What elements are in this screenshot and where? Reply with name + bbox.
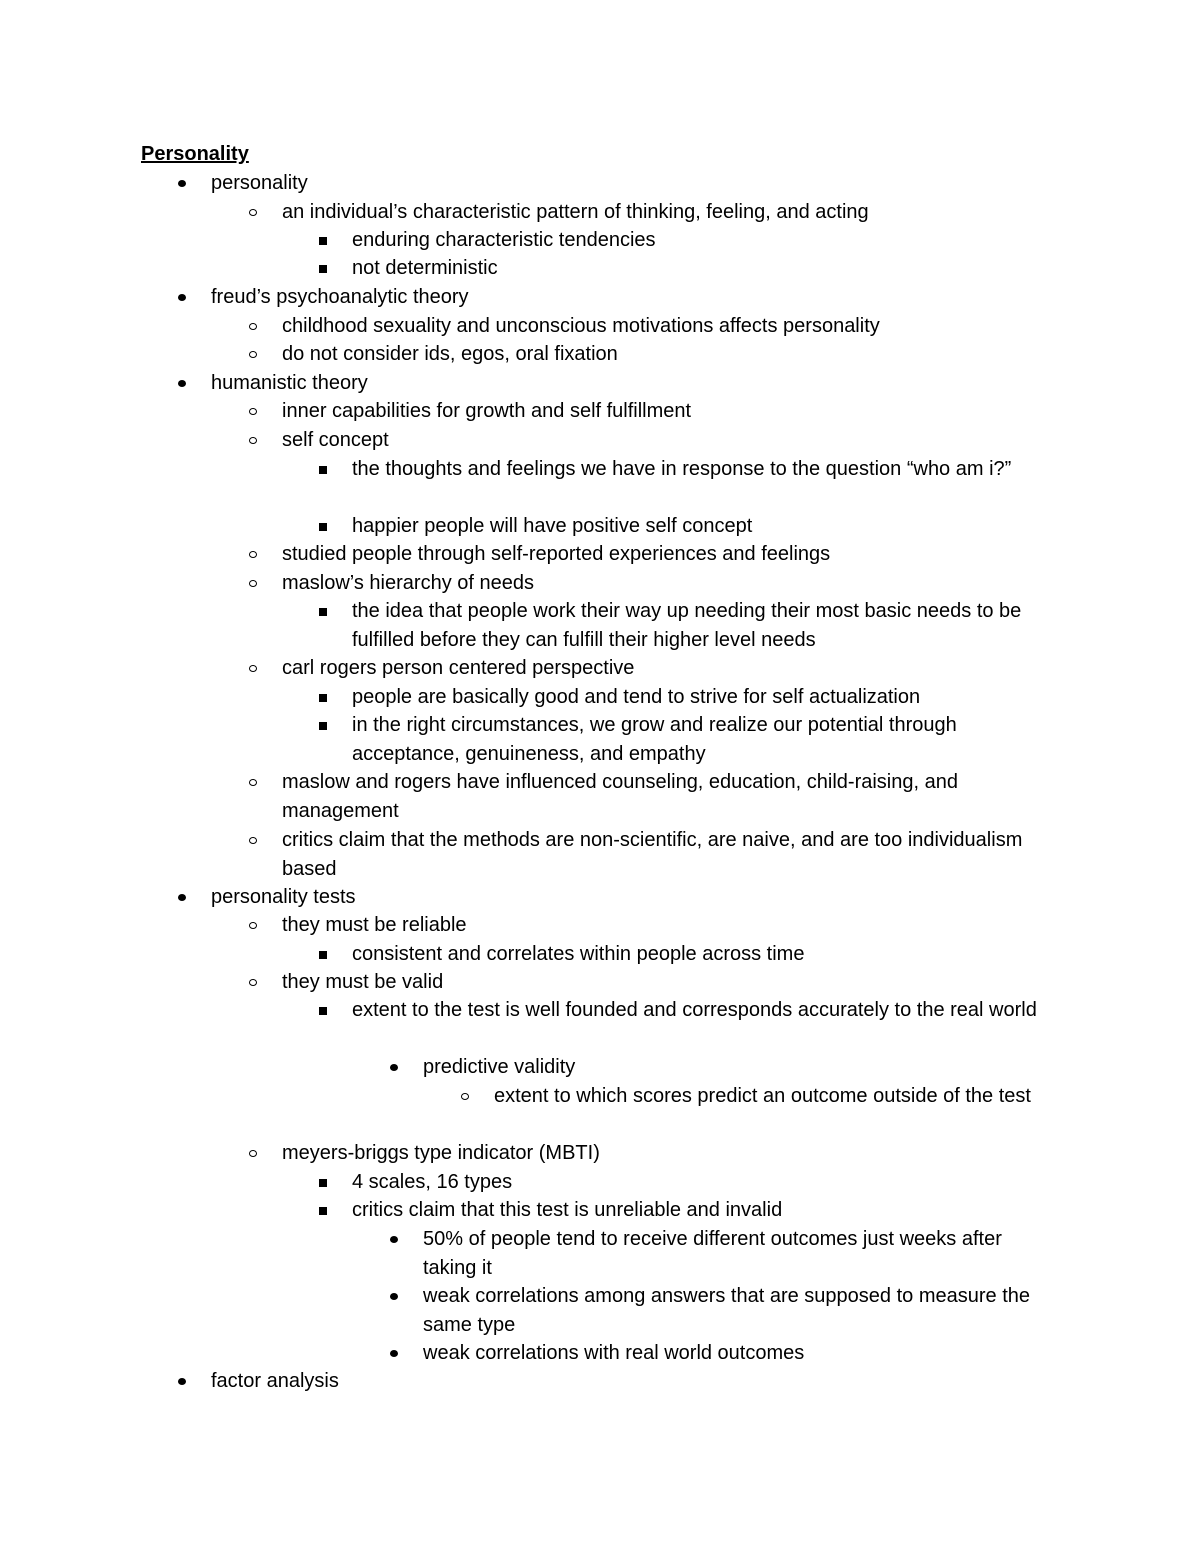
- bullet-circle-icon: [461, 1093, 469, 1100]
- bullet-disc-icon: [390, 1236, 398, 1243]
- list-item: predictive validity: [423, 1056, 576, 1078]
- bullet-circle-icon: [249, 408, 257, 415]
- list-item: freud’s psychoanalytic theory: [211, 286, 469, 308]
- bullet-circle-icon: [249, 1150, 257, 1157]
- list-item: extent to which scores predict an outcome outside of the test: [494, 1085, 1031, 1107]
- list-item: extent to the test is well founded and corresponds accurately to the real world: [352, 999, 1037, 1021]
- list-item: 50% of people tend to receive different outcomes just weeks after taking it: [423, 1228, 1002, 1279]
- list-item: consistent and correlates within people across time: [352, 943, 805, 965]
- bullet-disc-icon: [178, 894, 186, 901]
- list-item: they must be valid: [282, 971, 444, 993]
- list-item: happier people will have positive self concept: [352, 515, 753, 537]
- list-item: an individual’s characteristic pattern of thinking, feeling, and acting: [282, 201, 869, 223]
- list-item: personality tests: [211, 886, 356, 908]
- bullet-circle-icon: [249, 922, 257, 929]
- list-item: enduring characteristic tendencies: [352, 229, 656, 251]
- list-item: not deterministic: [352, 257, 498, 279]
- bullet-disc-icon: [390, 1293, 398, 1300]
- bullet-square-icon: [319, 722, 327, 730]
- list-item: studied people through self-reported experiences and feelings: [282, 543, 831, 565]
- bullet-circle-icon: [249, 580, 257, 587]
- document-title: Personality: [141, 143, 249, 165]
- list-item: maslow and rogers have influenced counseling, education, child-raising, and management: [282, 771, 958, 822]
- bullet-square-icon: [319, 265, 327, 273]
- list-item: do not consider ids, egos, oral fixation: [282, 343, 618, 365]
- bullet-circle-icon: [249, 779, 257, 786]
- list-item: 4 scales, 16 types: [352, 1171, 513, 1193]
- list-item: the idea that people work their way up needing their most basic needs to be fulfilled before they can fulfill their higher level needs: [352, 600, 1022, 651]
- list-item: critics claim that this test is unreliable and invalid: [352, 1199, 783, 1221]
- bullet-disc-icon: [178, 380, 186, 387]
- list-item: weak correlations with real world outcomes: [423, 1342, 805, 1364]
- bullet-circle-icon: [249, 323, 257, 330]
- list-item: maslow’s hierarchy of needs: [282, 572, 534, 594]
- bullet-square-icon: [319, 608, 327, 616]
- list-item: meyers-briggs type indicator (MBTI): [282, 1142, 600, 1164]
- bullet-square-icon: [319, 951, 327, 959]
- list-item: people are basically good and tend to strive for self actualization: [352, 686, 921, 708]
- list-item: humanistic theory: [211, 372, 368, 394]
- bullet-square-icon: [319, 237, 327, 245]
- bullet-disc-icon: [178, 294, 186, 301]
- list-item: childhood sexuality and unconscious motivations affects personality: [282, 315, 880, 337]
- bullet-disc-icon: [390, 1064, 398, 1071]
- bullet-circle-icon: [249, 437, 257, 444]
- bullet-square-icon: [319, 1007, 327, 1015]
- list-item: they must be reliable: [282, 914, 467, 936]
- bullet-square-icon: [319, 694, 327, 702]
- bullet-circle-icon: [249, 665, 257, 672]
- list-item: personality: [211, 172, 308, 194]
- bullet-square-icon: [319, 1179, 327, 1187]
- bullet-circle-icon: [249, 551, 257, 558]
- list-item: weak correlations among answers that are supposed to measure the same type: [423, 1285, 1031, 1336]
- bullet-circle-icon: [249, 979, 257, 986]
- bullet-square-icon: [319, 466, 327, 474]
- bullet-disc-icon: [178, 180, 186, 187]
- bullet-square-icon: [319, 1207, 327, 1215]
- list-item: critics claim that the methods are non-scientific, are naive, and are too individualism based: [282, 829, 1023, 880]
- bullet-square-icon: [319, 523, 327, 531]
- bullet-circle-icon: [249, 837, 257, 844]
- list-item: in the right circumstances, we grow and realize our potential through acceptance, genuineness, and empathy: [352, 714, 957, 765]
- list-item: inner capabilities for growth and self fulfillment: [282, 400, 692, 422]
- list-item: self concept: [282, 429, 389, 451]
- bullet-disc-icon: [390, 1350, 398, 1357]
- list-item: carl rogers person centered perspective: [282, 657, 635, 679]
- list-item: the thoughts and feelings we have in response to the question “who am i?”: [352, 458, 1012, 480]
- bullet-disc-icon: [178, 1378, 186, 1385]
- bullet-circle-icon: [249, 209, 257, 216]
- list-item: factor analysis: [211, 1370, 339, 1392]
- bullet-circle-icon: [249, 351, 257, 358]
